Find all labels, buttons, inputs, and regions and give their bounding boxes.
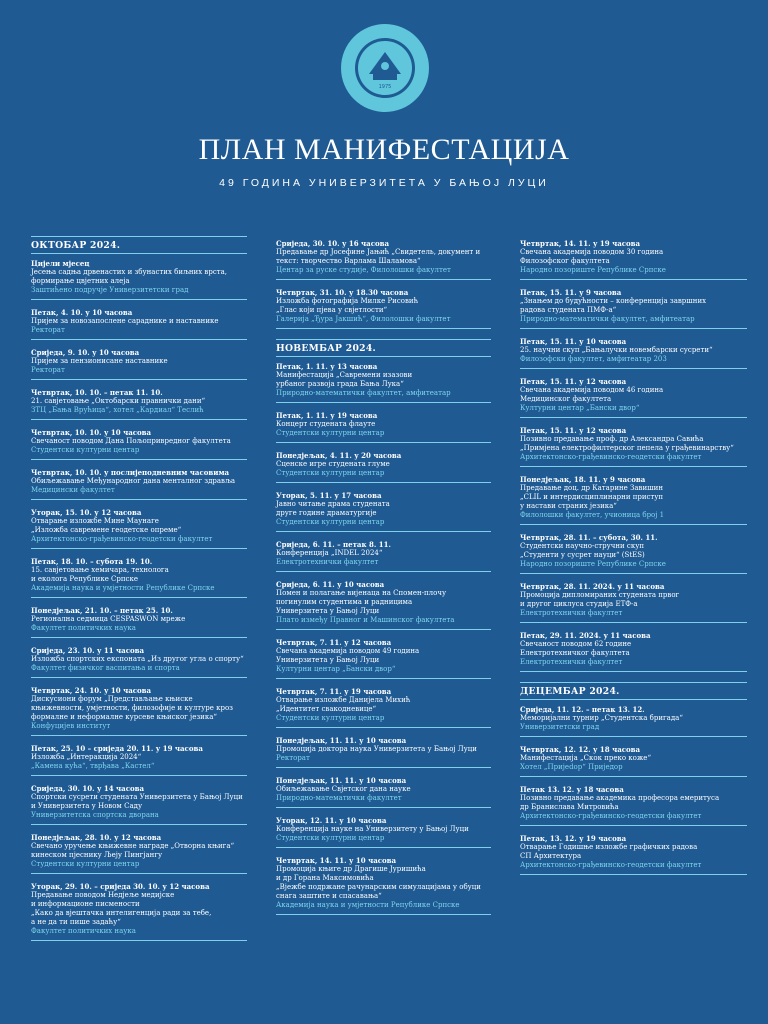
event-entry	[276, 853, 491, 915]
event-entry	[31, 830, 247, 874]
event-description: Изложба фотографија Милке Рисовић	[276, 297, 419, 305]
event-date: Уторак, 5. 11. у 17 часова	[276, 491, 382, 500]
event-description: Студентски научно-стручни скуп	[520, 542, 645, 550]
event-description: формирање цвјетних алеја	[31, 277, 130, 285]
event-description: текст: творчество Варлама Шаламова“	[276, 257, 421, 265]
event-date: Петак, 13. 12. у 19 часова	[520, 834, 627, 843]
event-description: Универзитета у Бањој Луци	[276, 607, 380, 615]
event-date: Петак, 4. 10. у 10 часова	[31, 308, 133, 317]
event-description: а не да ти пише задаћу“	[31, 918, 121, 926]
event-entry	[520, 628, 747, 672]
event-entry	[520, 334, 747, 369]
event-entry	[31, 643, 247, 678]
logo-year: 1975	[378, 84, 392, 90]
event-description: „Глас који пјева у свјетлости“	[276, 306, 388, 314]
event-entry	[31, 465, 247, 500]
event-entry	[520, 285, 747, 329]
event-description: Манифестација „Савремени изазови	[276, 371, 413, 379]
event-date: Уторак, 29. 10. – сриједа 30. 10. у 12 часова	[31, 882, 210, 891]
event-date: Понедјељак, 11. 11. у 10 часова	[276, 736, 407, 745]
event-date: Понедјељак, 4. 11. у 20 часова	[276, 451, 402, 460]
event-description: кинеском пјеснику Љеју Пингјангу	[31, 851, 163, 859]
event-description: Предавање поводом Недјеље медијске	[31, 891, 175, 899]
event-date: Понедјељак, 18. 11. у 9 часова	[520, 475, 646, 484]
event-description: Позивно предавање проф. др Александра Савића	[520, 435, 704, 443]
event-entry	[31, 305, 247, 340]
event-date: Сриједа, 9. 10. у 10 часова	[31, 348, 140, 357]
event-date: Четвртак, 14. 11. у 19 часова	[520, 239, 641, 248]
event-description: и Универзитета у Новом Саду	[31, 802, 143, 810]
event-description: Свечано уручење књижевне награде „Отворна књига“	[31, 842, 235, 850]
event-description: Спортски сусрети студената Универзитета у Бањој Луци	[31, 793, 243, 801]
event-date: Четвртак, 7. 11. у 12 часова	[276, 638, 392, 647]
event-location: Заштићено подручје Универзитетски град	[31, 286, 189, 294]
event-entry	[520, 530, 747, 574]
event-entry	[276, 813, 491, 848]
event-location: Академија наука и умјетности Републике Српске	[31, 584, 215, 592]
event-location: Ректорат	[31, 326, 65, 334]
event-location: Културни центар „Бански двор“	[276, 665, 396, 673]
event-date: Петак, 1. 11. у 13 часова	[276, 362, 378, 371]
event-location: Студентски културни центар	[276, 518, 385, 526]
event-date: Четвртак, 7. 11. у 19 часова	[276, 687, 392, 696]
column-november-december	[520, 236, 747, 880]
event-entry	[31, 425, 247, 460]
event-date: Понедјељак, 21. 10. – петак 25. 10.	[31, 606, 173, 615]
event-entry	[276, 684, 491, 728]
event-description: урбаног развоја града Бања Лука“	[276, 380, 404, 388]
event-entry	[31, 345, 247, 380]
event-location: Факултет физичког васпитања и спорта	[31, 664, 180, 672]
event-description: друге године драматургије	[276, 509, 377, 517]
event-date: Сриједа, 30. 10. у 16 часова	[276, 239, 390, 248]
event-description: формалне и неформалне курсеве књиског језика“	[31, 713, 217, 721]
event-entry	[31, 603, 247, 638]
event-location: Природно-математички факултет	[276, 794, 402, 802]
event-date: Сриједа, 23. 10. у 11 часова	[31, 646, 145, 655]
event-location: Студентски културни центар	[276, 714, 385, 722]
event-entry	[31, 741, 247, 776]
event-date: Петак, 15. 11. у 9 часова	[520, 288, 622, 297]
event-description: Сценске игре студената глуме	[276, 460, 390, 468]
column-october-november	[276, 236, 491, 920]
event-date: Четвртак, 12. 12. у 18 часова	[520, 745, 641, 754]
event-description: Концерт студената флауте	[276, 420, 376, 428]
event-location: Факултет политичких наука	[31, 624, 136, 632]
event-description: Помен и полагање вијенаца на Спомен-плочу	[276, 589, 447, 597]
event-description: и другог циклуса студија ЕТФ-а	[520, 600, 638, 608]
event-date: Петак, 1. 11. у 19 часова	[276, 411, 378, 420]
event-description: „Знањем до будућности – конференција завршних	[520, 297, 707, 305]
event-description: и информационе писмености	[31, 900, 140, 908]
month-heading-october: ОКТОБАР 2024.	[31, 236, 247, 254]
event-description: Отварање Годишње изложбе графичких радова	[520, 843, 698, 851]
event-date: Петак, 15. 11. у 10 часова	[520, 337, 627, 346]
event-description: погинулим студентима и радницима	[276, 598, 413, 606]
event-entry	[31, 256, 247, 300]
event-location: Хотел „Пријedор“ Приједор	[520, 763, 623, 771]
column-october	[31, 236, 247, 946]
event-entry	[276, 773, 491, 808]
page-title: ПЛАН МАНИФЕСТАЦИЈА	[198, 133, 570, 166]
event-description: СП Архитектура	[520, 852, 582, 860]
event-description: „Студенти у сусрет науци“ (StES)	[520, 551, 645, 559]
event-date: Сриједа, 6. 11. у 10 часова	[276, 580, 385, 589]
event-location: Архитектонско-грађевинско-геодетски факултет	[520, 453, 702, 461]
event-description: књижевности, умјетности, филозофије и културе кроз	[31, 704, 233, 712]
event-location: Природно-математички факултет, амфитеатар	[520, 315, 695, 323]
event-entry	[276, 408, 491, 443]
event-description: Промоција дипломираних студената првог	[520, 591, 680, 599]
event-entry	[31, 683, 247, 736]
event-location: Ректорат	[276, 754, 310, 762]
event-description: Конференција науке на Универзитету у Бањој Луци	[276, 825, 469, 833]
event-location: Факултет политичких наука	[31, 927, 136, 935]
event-description: Јавно читање драма студената	[276, 500, 390, 508]
event-entry	[31, 879, 247, 941]
event-entry	[520, 742, 747, 777]
event-entry	[31, 385, 247, 420]
event-description: Свечана академија поводом 49 година	[276, 647, 420, 655]
event-date: Петак 13. 12. у 18 часова	[520, 785, 624, 794]
event-entry	[520, 702, 747, 737]
event-date: Четвртак, 24. 10. у 10 часова	[31, 686, 152, 695]
event-date: Понедјељак, 11. 11. у 10 часова	[276, 776, 407, 785]
event-description: Отварање изложбе Мине Маунаге	[31, 517, 159, 525]
event-description: „Идентитет свакодневице“	[276, 705, 377, 713]
event-entry	[276, 359, 491, 403]
event-description: Обиљежавање Међународног дана менталног здравља	[31, 477, 236, 485]
event-description: Промоција доктора наука Универзитета у Бањој Луци	[276, 745, 477, 753]
event-description: Пријем за пензионисане наставнике	[31, 357, 168, 365]
event-description: Меморијални турнир „Студентска бригада“	[520, 714, 683, 722]
event-description: Свечана академија поводом 46 година	[520, 386, 664, 394]
event-location: Природно-математички факултет, амфитеатар	[276, 389, 451, 397]
event-date: Сриједа, 11. 12. – петак 13. 12.	[520, 705, 645, 714]
event-entry	[520, 472, 747, 525]
month-heading-november: НОВЕМБАР 2024.	[276, 339, 491, 357]
event-location: Студентски културни центар	[31, 446, 140, 454]
event-description: Медицинског факултета	[520, 395, 612, 403]
event-date: Уторак, 12. 11. у 10 часова	[276, 816, 387, 825]
event-location: Народно позориште Републике Српске	[520, 560, 666, 568]
event-entry	[520, 579, 747, 623]
event-date: Петак, 25. 10 – сриједа 20. 11. у 19 часова	[31, 744, 203, 753]
event-description: Изложба спортских експоната „Из другог угла о спорту“	[31, 655, 244, 663]
event-description: 15. савјетовање хемичара, технолога	[31, 566, 169, 574]
event-description: Предавање доц. др Катарине Завишин	[520, 484, 664, 492]
event-description: др Бранислава Митровића	[520, 803, 619, 811]
event-description: Универзитета у Бањој Луци	[276, 656, 380, 664]
event-entry	[31, 505, 247, 549]
event-location: Филозофски факултет, амфитеатар 203	[520, 355, 667, 363]
event-location: Електротехнички факултет	[520, 658, 623, 666]
event-description: Свечана академија поводом 30 година	[520, 248, 664, 256]
event-location: Филолошки факултет, учионица број 1	[520, 511, 665, 519]
event-entry	[276, 285, 491, 329]
event-description: Електротехничког факултета	[520, 649, 630, 657]
event-description: Обиљежавање Свјетског дана науке	[276, 785, 411, 793]
event-date: Четвртак, 10. 10. – петак 11. 10.	[31, 388, 163, 397]
event-description: Свечаност поводом Дана Пољопривредног факултета	[31, 437, 231, 445]
event-date: Петак, 15. 11. у 12 часова	[520, 377, 627, 386]
event-date: Уторак, 15. 10. у 12 часова	[31, 508, 142, 517]
event-location: Архитектонско-грађевинско-геодетски факултет	[31, 535, 213, 543]
event-location: Медицински факултет	[31, 486, 115, 494]
event-location: Универзитетска спортска дворана	[31, 811, 159, 819]
event-date: Сриједа, 30. 10. у 14 часова	[31, 784, 145, 793]
event-entry	[276, 577, 491, 630]
event-location: Конфуцијев институт	[31, 722, 111, 730]
event-description: снага заштите и спасавања“	[276, 892, 382, 900]
event-location: Галерија „Ђура Јакшић“, Филолошки факултет	[276, 315, 451, 323]
event-location: Студентски културни центар	[276, 834, 385, 842]
event-description: 25. научни скуп „Бањалучки новембарски сусрети“	[520, 346, 713, 354]
event-description: Предавање др Јосефине Јањић „Свидетель, документ и	[276, 248, 481, 256]
event-location: Студентски културни центар	[31, 860, 140, 868]
event-date: Сриједа, 6. 11. – петак 8. 11.	[276, 540, 391, 549]
event-description: „CLIL и интердисциплинарни приступ	[520, 493, 664, 501]
event-date: Четвртак, 28. 11. – субота, 30. 11.	[520, 533, 658, 542]
event-description: Пријем за новозапослене сараднике и наставнике	[31, 317, 219, 325]
event-location: Студентски културни центар	[276, 469, 385, 477]
event-description: Регионална седмица CESPASWON мреже	[31, 615, 186, 623]
event-location: Архитектонско-грађевинско-геодетски факултет	[520, 812, 702, 820]
event-location: Плато између Правног и Машинског факултета	[276, 616, 455, 624]
event-location: Електротехнички факултет	[276, 558, 379, 566]
event-date: Петак, 29. 11. 2024. у 11 часова	[520, 631, 651, 640]
event-entry	[276, 537, 491, 572]
event-location: Народно позориште Републике Српске	[520, 266, 666, 274]
event-description: Јесења садња дрвенастих и збунастих биљних врста,	[31, 268, 228, 276]
event-description: „Вјежбе подржане рачунарским симулацијама у обуци	[276, 883, 481, 891]
event-location: Архитектонско-грађевинско-геодетски факултет	[520, 861, 702, 869]
event-entry	[276, 236, 491, 280]
event-description: и еколога Републике Српске	[31, 575, 138, 583]
event-entry	[276, 635, 491, 679]
event-location: Електротехнички факултет	[520, 609, 623, 617]
event-entry	[276, 448, 491, 483]
event-date: Четвртак, 31. 10. у 18.30 часова	[276, 288, 409, 297]
event-location: Студентски културни центар	[276, 429, 385, 437]
event-date: Четвртак, 10. 10. у 10 часова	[31, 428, 152, 437]
event-date: Четвртак, 14. 11. у 10 часова	[276, 856, 397, 865]
event-entry	[31, 781, 247, 825]
event-date: Петак, 18. 10. – субота 19. 10.	[31, 557, 153, 566]
month-heading-december: ДЕЦЕМБАР 2024.	[520, 682, 747, 700]
event-description: Промоција књиге др Драгише Јуришића	[276, 865, 426, 873]
event-date: Понедјељак, 28. 10. у 12 часова	[31, 833, 162, 842]
event-entry	[520, 423, 747, 467]
event-date: Четвртак, 28. 11. 2024. у 11 часова	[520, 582, 665, 591]
page-subtitle: 49 ГОДИНА УНИВЕРЗИТЕТА У БАЊОЈ ЛУЦИ	[219, 177, 549, 189]
event-entry	[276, 488, 491, 532]
event-date: Цијели мјесец	[31, 259, 90, 268]
event-entry	[520, 374, 747, 418]
event-description: у настави страних језика“	[520, 502, 617, 510]
event-description: „Изложба савремене геодетске опреме“	[31, 526, 182, 534]
event-description: Свечаност поводом 62 године	[520, 640, 632, 648]
event-location: Универзитетски град	[520, 723, 600, 731]
event-location: Ректорат	[31, 366, 65, 374]
event-description: 21. савјетовање „Октобарски правнички дани“	[31, 397, 206, 405]
event-location: Академија наука и умјетности Републике Српске	[276, 901, 460, 909]
university-logo	[339, 22, 431, 114]
event-location: ЗТЦ „Бања Врућица“, хотел „Кардиал“ Теслић	[31, 406, 204, 414]
event-description: „Примјена електрофилтерског пепела у грађевинарству“	[520, 444, 734, 452]
event-entry	[31, 554, 247, 598]
event-description: Изложба „Интеракција 2024“	[31, 753, 142, 761]
event-description: Филозофског факултета	[520, 257, 610, 265]
event-description: радова студената ПМФ-а“	[520, 306, 617, 314]
event-description: Конференција „INDEL 2024“	[276, 549, 383, 557]
event-entry	[276, 733, 491, 768]
event-date: Четвртак, 10. 10. у послијеподневним часовима	[31, 468, 230, 477]
event-description: „Како да вјештачка интелигенција ради за тебе,	[31, 909, 212, 917]
event-entry	[520, 831, 747, 875]
event-description: Дискусиони форум „Представљање књиске	[31, 695, 193, 703]
event-description: Позивно предавање академика професора емеритуса	[520, 794, 720, 802]
event-location: „Камена кућа“, тврђава „Кастел“	[31, 762, 155, 770]
event-date: Петак, 15. 11. у 12 часова	[520, 426, 627, 435]
event-description: Манифестација „Скок преко коже“	[520, 754, 652, 762]
event-location: Културни центар „Бански двор“	[520, 404, 640, 412]
event-description: Отварање изложбе Данијела Михић	[276, 696, 411, 704]
event-description: и др Горана Максимовића	[276, 874, 374, 882]
event-entry	[520, 236, 747, 280]
event-location: Центар за руске студије, Филолошки факултет	[276, 266, 451, 274]
event-entry	[520, 782, 747, 826]
